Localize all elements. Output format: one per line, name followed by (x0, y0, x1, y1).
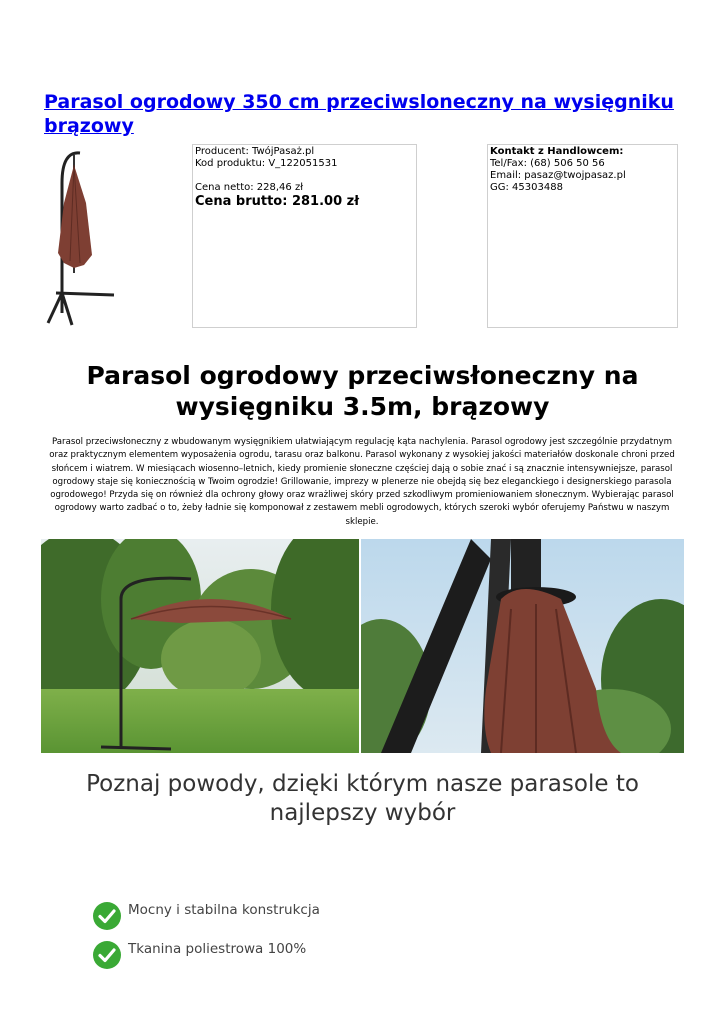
product-description: Parasol przeciwsłoneczny z wbudowanym wysięgnikiem ułatwiającym regulację kąta nachylenia. Parasol ogrodowy jest szczególnie przydatnym oraz praktycznym elementem wyposażenia ogrodu, tarasu oraz balkonu. Parasol wykonany z wysokiej jakości materiałów doskonale chroni przed słońcem i wiatrem. W miesiącach wiosenno–letnich, kiedy promienie słoneczne częściej dają o sobie znać i są znacznie intensywniejsze, parasol ogrodowy staje się koniecznością w Twoim ogrodzie! Grillowanie, imprezy w plenerze nie obejdą się bez eleganckiego i designerskiego parasola ogrodowego! Przyda się on również dla ochrony głowy oraz wrażliwej skóry przed szkodliwym promieniowaniem słonecznym. Wybierając parasol ogrodowy warto zadbać o to, żeby ładnie się komponował z zestawem mebli ogrodowych, których szeroki wybór oferujemy Państwu w naszym sklepie. (49, 437, 675, 527)
contact-heading: Kontakt z Handlowcem: (490, 146, 624, 157)
check-circle-icon (92, 901, 122, 931)
parasol-closeup-photo (361, 539, 684, 753)
contact-box (487, 144, 678, 328)
contact-email: Email: pasaz@twojpasaz.pl (490, 170, 626, 181)
product-info-box (192, 144, 417, 328)
contact-gg: GG: 45303488 (490, 182, 563, 193)
product-code-text: Kod produktu: V_122051531 (195, 158, 338, 169)
product-title-link[interactable]: Parasol ogrodowy 350 cm przeciwsloneczny na wysięgniku brązowy (44, 91, 674, 137)
feature-label: Mocny i stabilna konstrukcja (128, 902, 320, 918)
product-thumbnail (44, 143, 124, 329)
main-heading: Parasol ogrodowy przeciwsłoneczny na wysięgniku 3.5m, brązowy (86, 361, 639, 421)
net-price-text: Cena netto: 228,46 zł (195, 182, 304, 193)
feature-label: Tkanina poliestrowa 100% (128, 941, 307, 957)
section-heading: Poznaj powody, dzięki którym nasze parasole to najlepszy wybór (86, 771, 639, 826)
producer-text: Producent: TwójPasaż.pl (195, 146, 315, 157)
garden-parasol-photo (41, 539, 359, 753)
gross-price-text: Cena brutto: 281.00 zł (195, 194, 360, 209)
check-circle-icon (92, 940, 122, 970)
contact-phone: Tel/Fax: (68) 506 50 56 (490, 158, 605, 169)
